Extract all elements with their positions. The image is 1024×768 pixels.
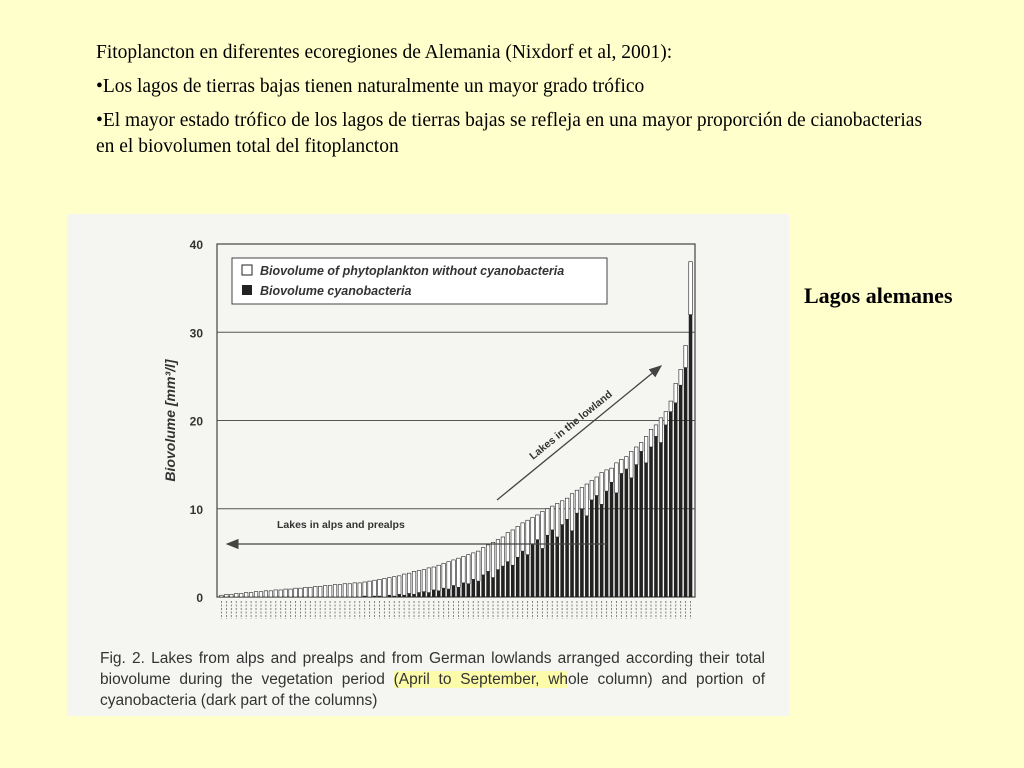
bar-phyto-64 <box>531 518 535 544</box>
bar-cyano-71 <box>565 519 569 597</box>
side-label: Lagos alemanes <box>804 283 953 308</box>
bar-phyto-58 <box>501 537 505 566</box>
bar-phyto-53 <box>476 551 480 581</box>
bar-cyano-53 <box>476 581 480 597</box>
annotation-lowland: Lakes in the lowland <box>527 388 615 463</box>
bar-phyto-24 <box>333 585 337 597</box>
bar-cyano-80 <box>610 482 614 597</box>
bar-phyto-45 <box>437 565 441 591</box>
bar-cyano-47 <box>447 589 451 597</box>
bar-cyano-49 <box>457 587 461 597</box>
bar-phyto-36 <box>393 577 397 596</box>
legend-swatch-cyano <box>242 285 252 295</box>
bar-phyto-56 <box>491 542 495 577</box>
bar-phyto-81 <box>615 463 619 493</box>
bar-phyto-79 <box>605 470 609 491</box>
bar-cyano-41 <box>417 593 421 597</box>
bar-phyto-38 <box>402 574 406 595</box>
bar-phyto-69 <box>555 503 559 537</box>
bar-phyto-41 <box>417 571 421 593</box>
bar-phyto-82 <box>620 459 624 473</box>
bar-cyano-83 <box>625 469 629 597</box>
bar-phyto-26 <box>343 584 347 597</box>
bar-phyto-34 <box>383 578 387 597</box>
bar-cyano-77 <box>595 496 599 597</box>
bar-phyto-6 <box>244 593 248 597</box>
bar-phyto-87 <box>644 436 648 462</box>
bar-phyto-92 <box>669 401 673 412</box>
y-tick-label-30: 30 <box>189 326 203 341</box>
bar-phyto-20 <box>314 586 318 597</box>
bar-cyano-45 <box>437 591 441 597</box>
bar-cyano-85 <box>634 465 638 597</box>
bar-phyto-55 <box>486 545 490 571</box>
bar-phyto-10 <box>264 591 268 597</box>
bar-phyto-91 <box>664 412 668 425</box>
bar-cyano-93 <box>674 403 678 597</box>
bar-cyano-60 <box>511 565 515 597</box>
bar-phyto-11 <box>269 591 273 597</box>
bar-cyano-95 <box>684 368 688 597</box>
bar-phyto-52 <box>472 553 476 579</box>
bar-cyano-78 <box>600 504 604 597</box>
bar-phyto-90 <box>659 418 663 443</box>
bar-phyto-54 <box>481 548 485 575</box>
bar-cyano-48 <box>452 586 456 597</box>
bar-cyano-61 <box>516 557 520 597</box>
bar-phyto-46 <box>442 563 446 588</box>
legend-swatch-phyto <box>242 265 252 275</box>
bar-phyto-1 <box>220 595 224 597</box>
bar-phyto-74 <box>580 488 584 509</box>
bar-cyano-92 <box>669 412 673 597</box>
caption-part1: Fig. 2. Lakes from alps and prealps and from German lowlands arranged according their total biovolume during the vegetation period <box>100 650 765 688</box>
figure-scan <box>67 214 789 716</box>
bar-phyto-17 <box>299 588 303 597</box>
annotation-alps: Lakes in alps and prealps <box>277 519 405 531</box>
bar-cyano-65 <box>536 540 540 597</box>
y-tick-label-0: 0 <box>196 591 203 605</box>
bar-cyano-62 <box>521 551 525 597</box>
legend-label-cyano: Biovolume cyanobacteria <box>260 284 412 298</box>
bar-cyano-39 <box>407 593 411 597</box>
bar-phyto-4 <box>235 593 239 597</box>
bar-cyano-90 <box>659 443 663 597</box>
bar-phyto-61 <box>516 526 520 557</box>
bar-phyto-42 <box>422 570 426 592</box>
bar-phyto-67 <box>546 509 550 535</box>
bar-cyano-75 <box>585 516 589 597</box>
bar-cyano-91 <box>664 425 668 597</box>
bar-cyano-66 <box>541 548 545 597</box>
bar-phyto-23 <box>328 586 332 597</box>
y-tick-label-40: 40 <box>189 238 203 252</box>
bar-phyto-18 <box>304 587 308 597</box>
bar-cyano-68 <box>551 530 555 597</box>
bar-cyano-74 <box>580 509 584 597</box>
bar-phyto-44 <box>432 567 436 590</box>
bar-phyto-94 <box>679 369 683 385</box>
bar-phyto-15 <box>289 589 293 597</box>
bar-cyano-46 <box>442 588 446 597</box>
bar-cyano-58 <box>501 566 505 597</box>
bar-phyto-62 <box>521 523 525 551</box>
bar-cyano-57 <box>496 570 500 597</box>
y-tick-label-10: 10 <box>189 502 203 517</box>
bar-phyto-43 <box>427 568 431 593</box>
bar-cyano-42 <box>422 592 426 597</box>
bar-phyto-95 <box>684 345 688 367</box>
bar-phyto-88 <box>649 429 653 447</box>
bar-cyano-56 <box>491 578 495 597</box>
bar-phyto-75 <box>585 484 589 516</box>
bar-cyano-84 <box>630 478 634 597</box>
bar-phyto-7 <box>249 593 253 597</box>
bar-cyano-44 <box>432 590 436 597</box>
bar-phyto-13 <box>279 590 283 597</box>
bar-cyano-63 <box>526 555 530 597</box>
bar-cyano-43 <box>427 593 431 597</box>
bar-phyto-29 <box>358 583 362 597</box>
bar-cyano-89 <box>654 436 658 597</box>
y-axis-label: Biovolume [mm³/l] <box>162 359 178 482</box>
bar-phyto-49 <box>457 558 461 587</box>
bar-phyto-85 <box>634 447 638 465</box>
bar-phyto-5 <box>239 593 243 597</box>
bar-phyto-35 <box>388 578 392 596</box>
bar-cyano-73 <box>575 513 579 597</box>
bar-phyto-68 <box>551 506 555 530</box>
bullet-cyanobacteria: •El mayor estado trófico de los lagos de tierras bajas se refleja en una mayor proporción de cianobacterias en el biovolumen total del fitoplancton <box>96 110 923 157</box>
bar-phyto-8 <box>254 592 258 597</box>
bar-cyano-52 <box>472 579 476 597</box>
bar-phyto-63 <box>526 520 530 554</box>
bar-phyto-47 <box>447 562 451 589</box>
bar-phyto-14 <box>284 589 288 597</box>
bar-cyano-96 <box>689 315 693 597</box>
slide-heading: Fitoplancton en diferentes ecoregiones de Alemania (Nixdorf et al, 2001): <box>96 42 673 63</box>
bar-cyano-69 <box>555 537 559 597</box>
bar-phyto-70 <box>560 501 564 525</box>
bar-phyto-48 <box>452 560 456 586</box>
bar-cyano-94 <box>679 385 683 597</box>
legend-label-phyto: Biovolume of phytoplankton without cyanobacteria <box>260 264 565 278</box>
bar-phyto-96 <box>689 262 693 315</box>
bar-phyto-71 <box>565 498 569 519</box>
bar-cyano-87 <box>644 463 648 597</box>
bar-phyto-2 <box>225 594 229 597</box>
bar-phyto-32 <box>373 580 377 596</box>
bar-phyto-40 <box>412 571 416 594</box>
bar-phyto-65 <box>536 515 540 540</box>
bar-phyto-86 <box>639 443 643 452</box>
bar-cyano-54 <box>481 575 485 597</box>
bar-cyano-88 <box>649 447 653 597</box>
bar-cyano-72 <box>570 531 574 597</box>
bar-phyto-73 <box>575 490 579 513</box>
bar-cyano-51 <box>467 584 471 597</box>
bar-cyano-70 <box>560 525 564 597</box>
bar-phyto-72 <box>570 494 574 531</box>
bar-phyto-31 <box>368 581 372 597</box>
bar-cyano-64 <box>531 544 535 597</box>
bar-phyto-9 <box>259 592 263 597</box>
bar-phyto-19 <box>309 587 313 597</box>
bar-phyto-51 <box>467 555 471 584</box>
bar-phyto-30 <box>363 582 367 596</box>
bar-phyto-16 <box>294 588 298 597</box>
bar-phyto-93 <box>674 383 678 402</box>
bar-phyto-89 <box>654 425 658 436</box>
bar-cyano-40 <box>412 594 416 597</box>
bar-phyto-76 <box>590 481 594 500</box>
bar-phyto-39 <box>407 573 411 593</box>
bar-phyto-59 <box>506 533 510 562</box>
figure-caption <box>100 648 765 711</box>
bar-cyano-81 <box>615 493 619 597</box>
bar-phyto-21 <box>318 586 322 597</box>
bar-phyto-78 <box>600 473 604 505</box>
bar-phyto-3 <box>230 594 234 597</box>
slide-text <box>96 40 926 170</box>
biovolume-chart <box>67 214 789 644</box>
bar-phyto-12 <box>274 590 278 597</box>
bar-cyano-86 <box>639 451 643 597</box>
bar-phyto-25 <box>338 585 342 597</box>
bar-cyano-76 <box>590 500 594 597</box>
bar-cyano-37 <box>397 594 401 597</box>
bullet-lowland-trophic: •Los lagos de tierras bajas tienen naturalmente un mayor grado trófico <box>96 76 645 97</box>
bar-phyto-22 <box>323 586 327 597</box>
bar-phyto-50 <box>462 556 466 582</box>
bar-cyano-55 <box>486 571 490 597</box>
bar-phyto-80 <box>610 468 614 482</box>
bar-phyto-66 <box>541 511 545 548</box>
bar-phyto-28 <box>353 583 357 597</box>
bar-phyto-77 <box>595 477 599 496</box>
bar-phyto-37 <box>397 576 401 595</box>
bar-cyano-50 <box>462 583 466 597</box>
bar-phyto-33 <box>378 579 382 596</box>
bar-phyto-27 <box>348 584 352 597</box>
bar-cyano-82 <box>620 473 624 597</box>
y-tick-label-20: 20 <box>189 414 203 429</box>
bar-phyto-84 <box>630 451 634 477</box>
bar-phyto-83 <box>625 457 629 469</box>
caption-part2: ole column) and portion of cyanobacteria (dark part of the columns) <box>100 671 766 709</box>
bar-phyto-60 <box>511 530 515 565</box>
bar-cyano-59 <box>506 562 510 597</box>
caption-highlight: (April to September, wh <box>393 671 569 688</box>
